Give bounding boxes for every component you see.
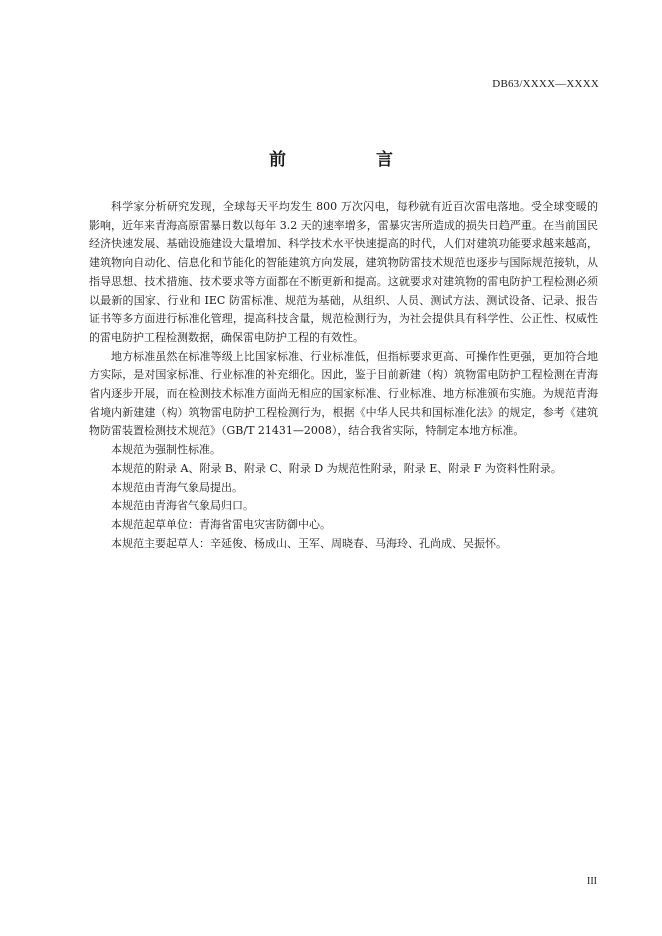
foreword-paragraph-background: 科学家分析研究发现，全球每天平均发生 800 万次闪电，每秒就有近百次雷电落地。受全球变暖的影响，近年来青海高原雷暴日数以每年 3.2 天的速率增多，雷暴灾害所造成的损失日趋严重。在当前国民经济快速发展、基础设施建设大量增加、科学技术水平快速提高的时代，人们对建筑功能要求越来越高，建筑物向自动化、信息化和节能化的智能建筑方向发展，建筑物防雷技术规范也逐步与国际规范接轨，从指导思想、技术措施、技术要求等方面都在不断更新和提高。这就要求对建筑物的雷电防护工程检测必须以最新的国家、行业和 IEC 防雷标准、规范为基础，从组织、人员、测试方法、测试设备、记录、报告证书等多方面进行标准化管理，提高科技含量，规范检测行为，为社会提供具有科学性、公正性、权威性的雷电防护工程检测数据，确保雷电防护工程的有效性。 bbox=[89, 200, 598, 344]
foreword-paragraph-appendices: 本规范的附录 A、附录 B、附录 C、附录 D 为规范性附录，附录 E、附录 F 为资料性附录。 bbox=[111, 461, 562, 475]
foreword-body bbox=[89, 198, 598, 553]
page-number: III bbox=[587, 876, 597, 887]
foreword-paragraph-administrator: 本规范由青海省气象局归口。 bbox=[111, 499, 254, 513]
foreword-paragraph-drafters: 本规范主要起草人：辛延俊、杨成山、王军、周晓春、马海玲、孔尚成、吴振怀。 bbox=[111, 536, 507, 550]
page-title: 前 言 bbox=[269, 150, 435, 170]
foreword-paragraph-purpose: 地方标准虽然在标准等级上比国家标准、行业标准低，但指标要求更高、可操作性更强，更加符合地方实际，是对国家标准、行业标准的补充细化。因此，鉴于目前新建（构）筑物雷电防护工程检测在青海省内逐步开展，而在检测技术标准方面尚无相应的国家标准、行业标准、地方标准颁布实施。为规范青海省境内新建建（构）筑物雷电防护工程检测行为，根据《中华人民共和国标准化法》的规定，参考《建筑物防雷装置检测技术规范》（GB/T 21431—2008），结合我省实际，特制定本地方标准。 bbox=[89, 349, 598, 438]
foreword-paragraph-mandatory: 本规范为强制性标准。 bbox=[111, 443, 221, 457]
foreword-paragraph-drafting-unit: 本规范起草单位：青海省雷电灾害防御中心。 bbox=[111, 517, 331, 531]
standard-code: DB63/XXXX—XXXX bbox=[492, 78, 599, 90]
foreword-paragraph-proposer: 本规范由青海气象局提出。 bbox=[111, 480, 243, 494]
